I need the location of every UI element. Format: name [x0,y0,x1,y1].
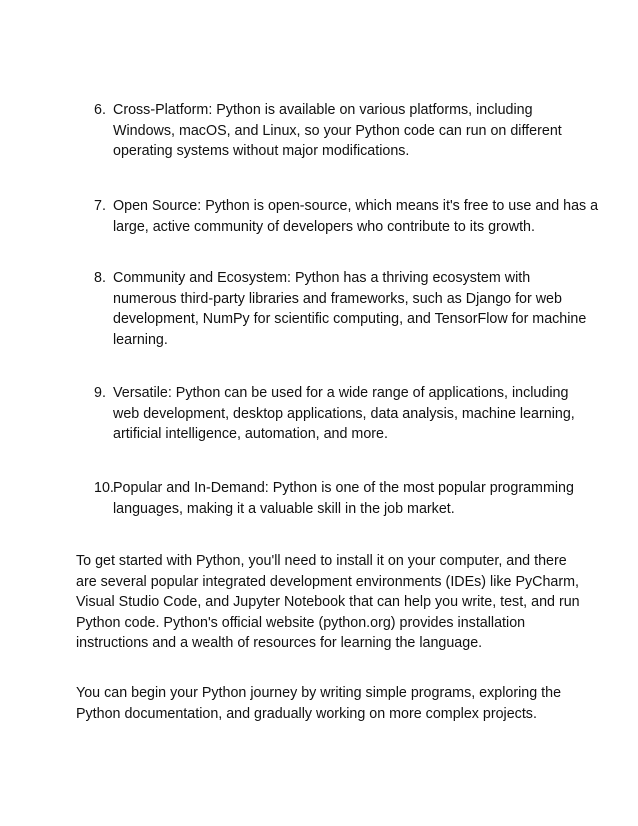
text-line: are several popular integrated development environments (IDEs) like PyCharm, [76,573,580,590]
text-line: Popular and In-Demand: Python is one of the most popular programming [113,480,574,496]
list-item-text [113,383,575,445]
text-line: Windows, macOS, and Linux, so your Python code can run on different [113,122,562,139]
text-line: operating systems without major modifications. [113,143,410,160]
text-line: artificial intelligence, automation, and more. [113,426,388,443]
list-item-text [113,196,599,237]
list-item-text [113,100,568,162]
text-line: Python documentation, and gradually working on more complex projects. [76,705,537,722]
text-line: web development, desktop applications, data analysis, machine learning, [113,405,575,422]
list-number: 9. [94,385,106,401]
text-line: Cross-Platform: Python is available on various platforms, including [113,102,533,118]
text-line: large, active community of developers who contribute to its growth. [113,218,535,235]
text-line: instructions and a wealth of resources for learning the language. [76,635,483,652]
text-line: Versatile: Python can be used for a wide range of applications, including [113,385,569,401]
text-line: Visual Studio Code, and Jupyter Notebook that can help you write, test, and run [76,594,580,611]
paragraph-getting-started [76,551,580,654]
text-line: Community and Ecosystem: Python has a thriving ecosystem with [113,270,531,286]
text-line: Open Source: Python is open-source, which means it's free to use and has a [113,198,599,214]
list-number: 8. [94,270,106,286]
list-number: 10. [94,480,114,496]
list-item-text [113,268,587,350]
list-item-text [113,478,574,519]
text-line: numerous third-party libraries and frameworks, such as Django for web [113,290,562,307]
text-line: Python code. Python's official website (python.org) provides installation [76,614,526,631]
text-line: You can begin your Python journey by writing simple programs, exploring the [76,685,562,701]
text-line: To get started with Python, you'll need to install it on your computer, and there [76,553,567,569]
text-line: languages, making it a valuable skill in the job market. [113,500,455,517]
text-line: development, NumPy for scientific computing, and TensorFlow for machine [113,311,587,328]
text-line: learning. [113,331,168,348]
list-number: 7. [94,198,106,214]
list-number: 6. [94,102,106,118]
paragraph-python-journey [76,683,576,724]
